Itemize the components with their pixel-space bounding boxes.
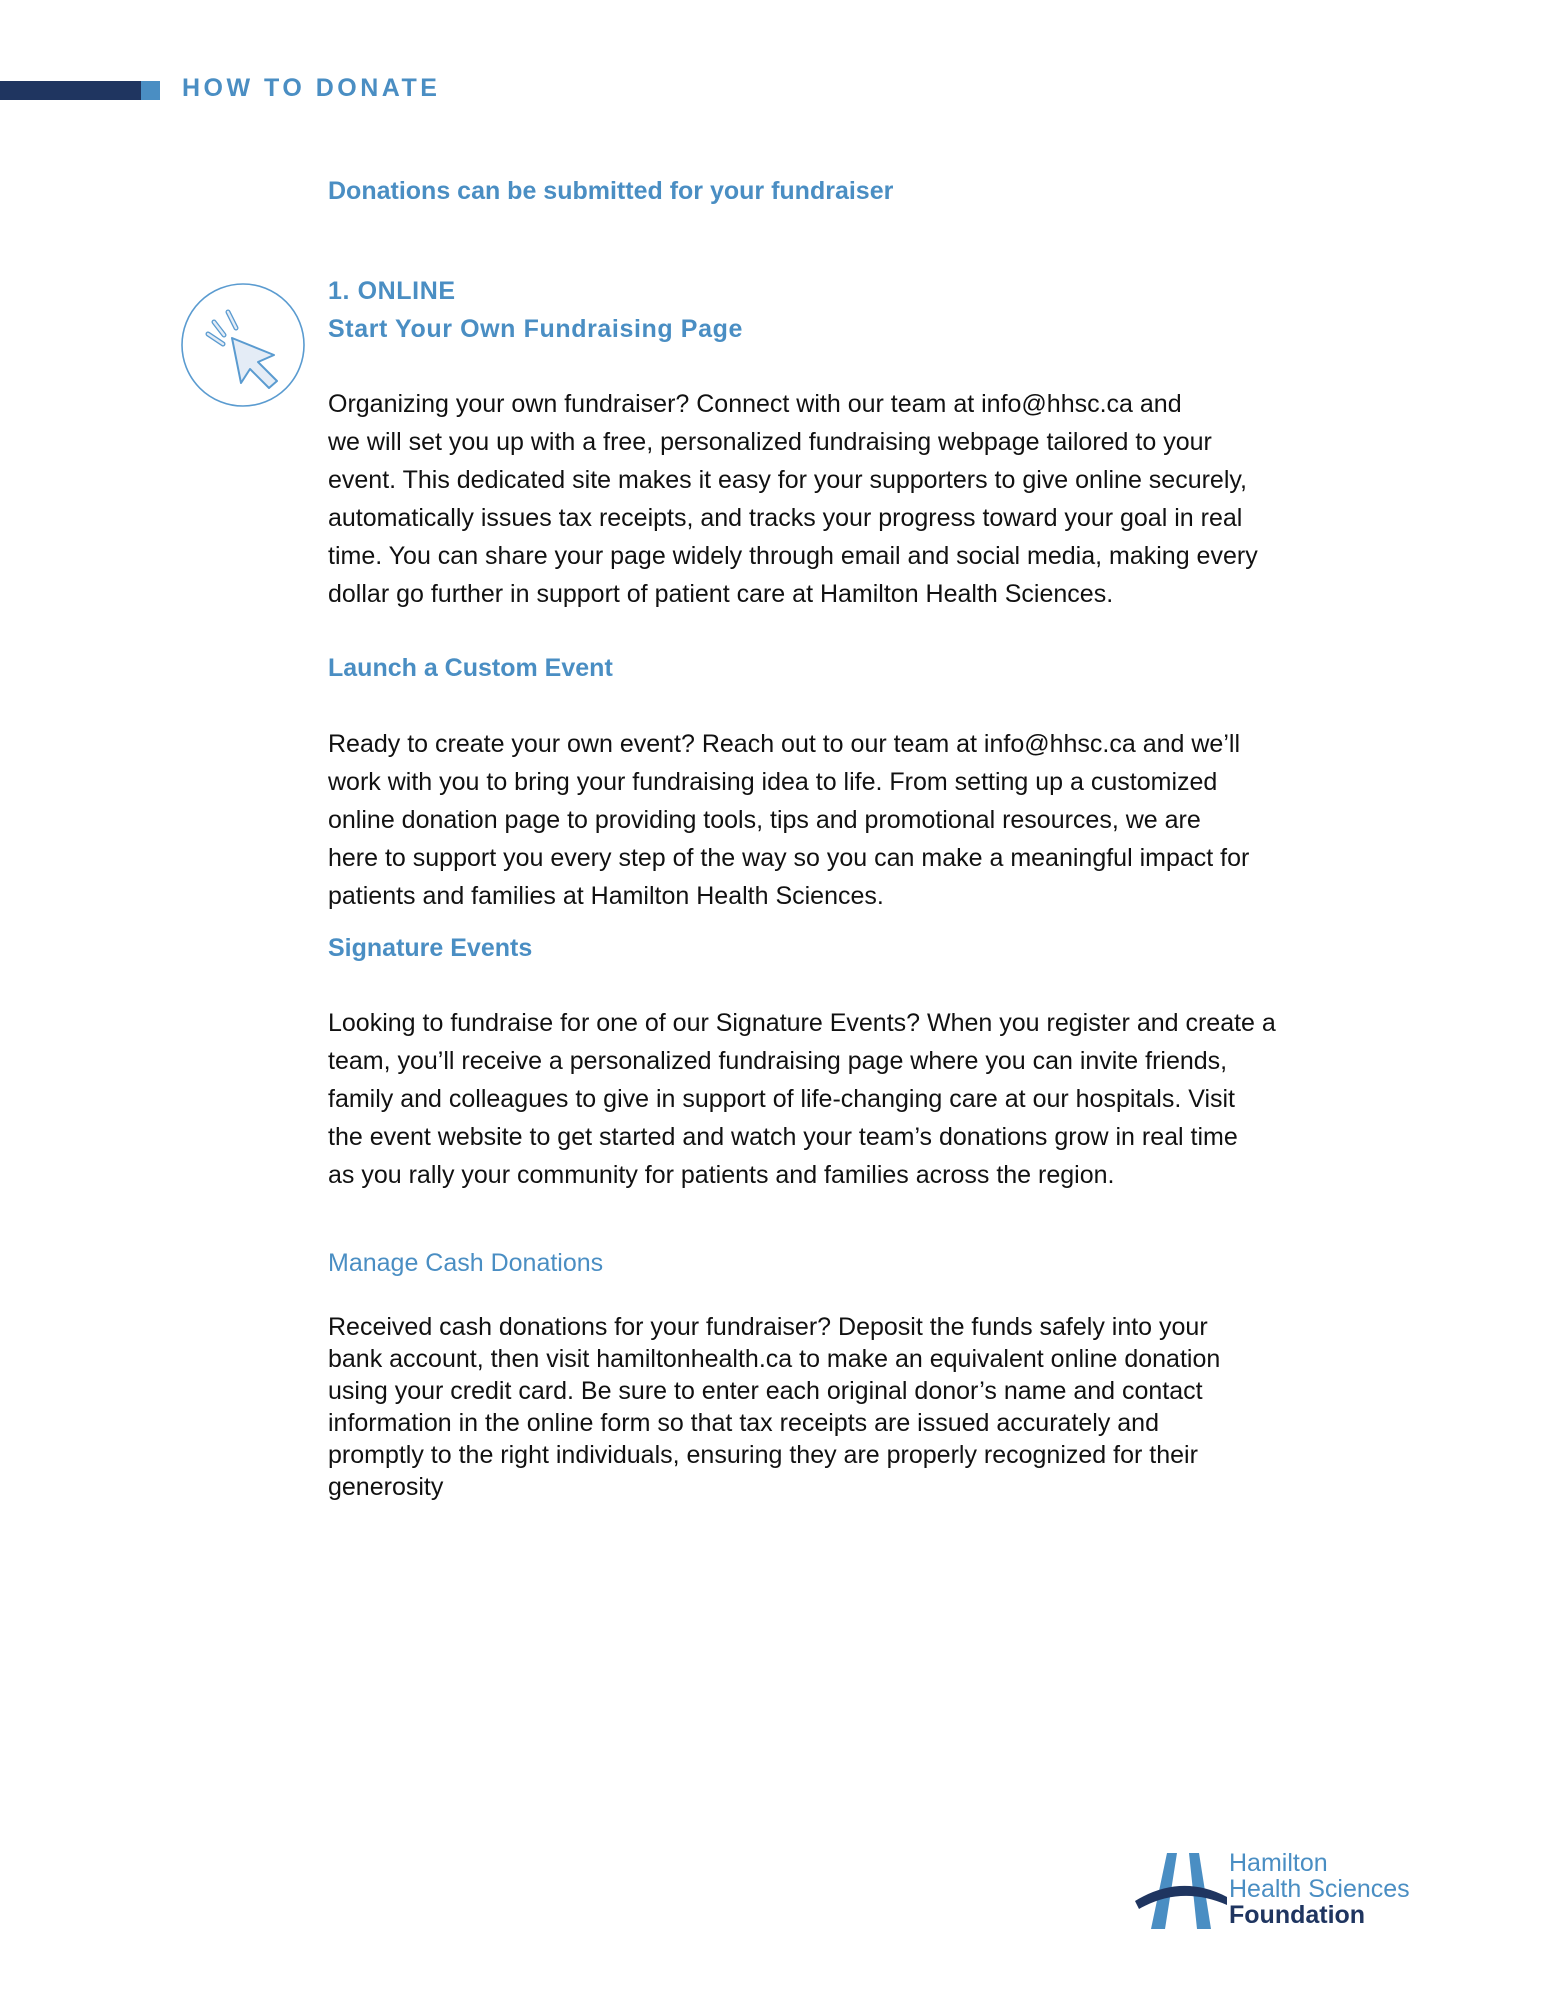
hamilton-health-sciences-logo-icon (1135, 1849, 1227, 1929)
text-line: patients and families at Hamilton Health Sciences. (328, 882, 884, 910)
text-line: Ready to create your own event? Reach out to our team at info@hhsc.ca and we’ll (328, 730, 1240, 758)
text-line: bank account, then visit hamiltonhealth.ca to make an equivalent online donation (328, 1345, 1221, 1373)
logo-wordmark (1229, 1850, 1410, 1928)
custom-event-heading: Launch a Custom Event (328, 654, 613, 682)
header-bar-accent (141, 81, 160, 100)
text-line: information in the online form so that tax receipts are issued accurately and (328, 1409, 1159, 1437)
cash-donations-heading: Manage Cash Donations (328, 1249, 604, 1277)
signature-events-paragraph (328, 1004, 1376, 1194)
text-line: Received cash donations for your fundraiser? Deposit the funds safely into your (328, 1313, 1208, 1341)
foundation-logo (1135, 1849, 1435, 1929)
text-line: we will set you up with a free, personalized fundraising webpage tailored to your (328, 428, 1212, 456)
text-line: Organizing your own fundraiser? Connect with our team at info@hhsc.ca and (328, 390, 1182, 418)
cursor-click-icon (180, 282, 306, 408)
text-line: automatically issues tax receipts, and tracks your progress toward your goal in real (328, 504, 1243, 532)
text-line: online donation page to providing tools, tips and promotional resources, we are (328, 806, 1201, 834)
logo-line-1: Hamilton (1229, 1849, 1328, 1877)
text-line: dollar go further in support of patient care at Hamilton Health Sciences. (328, 580, 1114, 608)
text-line: time. You can share your page widely through email and social media, making every (328, 542, 1258, 570)
signature-events-heading: Signature Events (328, 934, 533, 962)
online-number-label: 1. ONLINE (328, 277, 456, 305)
text-line: team, you’ll receive a personalized fundraising page where you can invite friends, (328, 1047, 1228, 1075)
own-page-paragraph (328, 385, 1258, 613)
cash-donations-paragraph (328, 1311, 1220, 1503)
text-line: work with you to bring your fundraising idea to life. From setting up a customized (328, 768, 1218, 796)
text-line: here to support you every step of the way so you can make a meaningful impact for (328, 844, 1250, 872)
text-line: promptly to the right individuals, ensuring they are properly recognized for their (328, 1441, 1198, 1469)
intro-heading: Donations can be submitted for your fundraiser (328, 177, 894, 205)
text-line: family and colleagues to give in support of life-changing care at our hospitals. Visit (328, 1085, 1235, 1113)
text-line: Looking to fundraise for one of our Signature Events? When you register and create a (328, 1009, 1276, 1037)
logo-line-3: Foundation (1229, 1901, 1366, 1929)
custom-event-paragraph (328, 725, 1249, 915)
text-line: as you rally your community for patients and families across the region. (328, 1161, 1115, 1189)
text-line: the event website to get started and watch your team’s donations grow in real time (328, 1123, 1238, 1151)
own-page-heading: Start Your Own Fundraising Page (328, 315, 743, 343)
logo-line-2: Health Sciences (1229, 1875, 1410, 1903)
text-line: generosity (328, 1473, 444, 1501)
header-bar-dark (0, 81, 141, 100)
text-line: event. This dedicated site makes it easy for your supporters to give online securely, (328, 466, 1247, 494)
section-label: HOW TO DONATE (182, 74, 441, 102)
text-line: using your credit card. Be sure to enter each original donor’s name and contact (328, 1377, 1203, 1405)
